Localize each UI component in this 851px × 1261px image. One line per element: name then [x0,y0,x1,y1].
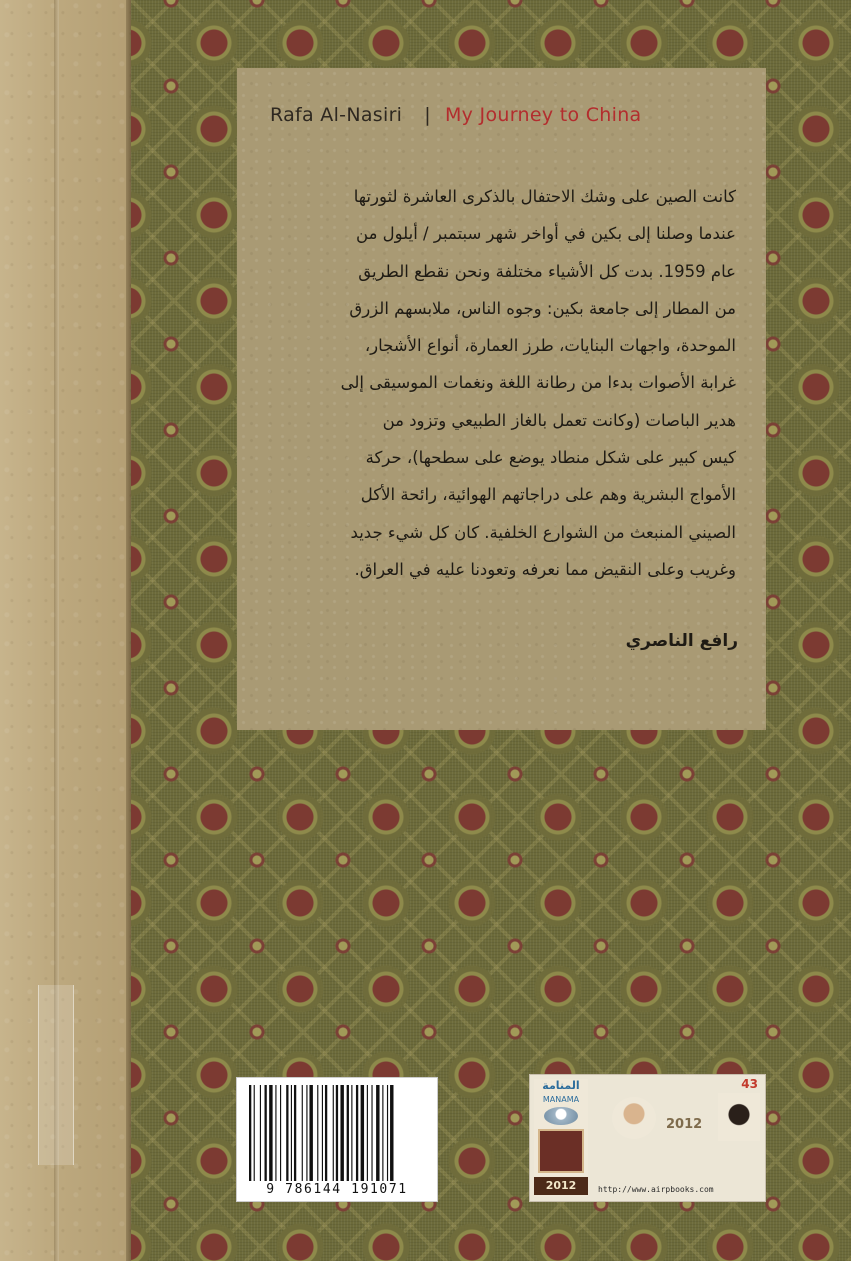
barcode-bar [361,1085,364,1181]
barcode-bar [340,1085,343,1181]
blurb-line: الصيني المنبعث من الشوارع الخلفية. كان كل شيء جديد [350,522,736,542]
barcode-bar [351,1085,352,1181]
blurb-line: من المطار إلى جامعة بكين: وجوه الناس، ملابسهم الزرق [349,298,736,318]
barcode-bar [382,1085,383,1181]
barcode-bar [269,1085,272,1181]
barcode-bar [286,1085,288,1181]
barcode-bar [254,1085,255,1181]
manama-panel [534,1079,588,1197]
isbn-barcode [236,1077,438,1202]
barcode-bar [302,1085,303,1181]
barcode-bar [356,1085,358,1181]
barcode-bar [325,1085,327,1181]
sticker-year-left: 2012 [534,1177,588,1195]
horse-logo-icon [718,1093,760,1141]
barcode-bar [280,1085,281,1181]
barcode-bar [309,1085,312,1181]
blurb-line: غرابة الأصوات بدءا من رطانة اللغة ونغمات الموسيقى إلى [340,373,736,393]
cover-header [270,100,740,130]
pearl-icon [544,1107,578,1125]
author-name-english: Rafa Al-Nasiri [270,104,403,126]
blurb-line: عندما وصلنا إلى بكين في أواخر شهر سبتمبر / أيلول من [356,224,736,244]
blurb-line: كانت الصين على وشك الاحتفال بالذكرى العاشرة لثورتها [353,187,736,206]
blurb-line: هدير الباصات (وكانت تعمل بالغاز الطبيعي وتزود من [382,410,736,430]
manama-arabic: المنامة [542,1079,580,1092]
barcode-bar [367,1085,368,1181]
manama-english: MANAMA [542,1095,580,1104]
barcode-bars-icon [249,1085,427,1181]
event-panel [592,1077,762,1199]
header-separator: | [424,104,431,126]
book-spine [0,0,131,1261]
edition-number: 43 [741,1077,758,1091]
calligraphy-logo-icon [538,1129,584,1173]
barcode-bar [260,1085,261,1181]
blurb-line: كيس كبير على شكل منطاد يوضع على سطحها)، حركة [365,448,736,468]
book-fair-sticker [529,1074,766,1202]
barcode-bar [347,1085,349,1181]
text-panel [237,68,766,730]
portrait-icon [612,1097,656,1139]
book-title-english: My Journey to China [444,104,642,126]
blurb-line: وغريب وعلى النقيض مما نعرفه وتعودنا عليه في العراق. [354,559,736,579]
barcode-bar [249,1085,251,1181]
isbn-number: 9 786144 191071 [266,1182,408,1197]
barcode-bar [371,1085,372,1181]
barcode-bar [387,1085,388,1181]
barcode-bar [294,1085,296,1181]
barcode-bar [306,1085,307,1181]
barcode-bar [336,1085,338,1181]
sticker-year-right: 2012 [666,1117,703,1132]
library-tape [38,985,74,1165]
author-signature: رافع الناصري [625,631,738,651]
barcode-bar [322,1085,323,1181]
blurb-line: الأمواج البشرية وهم على دراجاتهم الهوائية، رائحة الأكل [360,485,736,505]
barcode-bar [265,1085,267,1181]
barcode-bar [376,1085,379,1181]
barcode-bar [333,1085,334,1181]
barcode-bar [275,1085,276,1181]
barcode-bar [390,1085,393,1181]
barcode-bar [291,1085,292,1181]
blurb-line: الموحدة، واجهات البنايات، طرز العمارة، أنواع الأشجار، [364,336,736,356]
blurb-line: عام 1959. بدت كل الأشياء مختلفة ونحن نقطع الطريق [358,261,736,281]
publisher-url: http://www.airpbooks.com [598,1185,714,1194]
barcode-bar [317,1085,318,1181]
blurb-text [258,178,736,588]
